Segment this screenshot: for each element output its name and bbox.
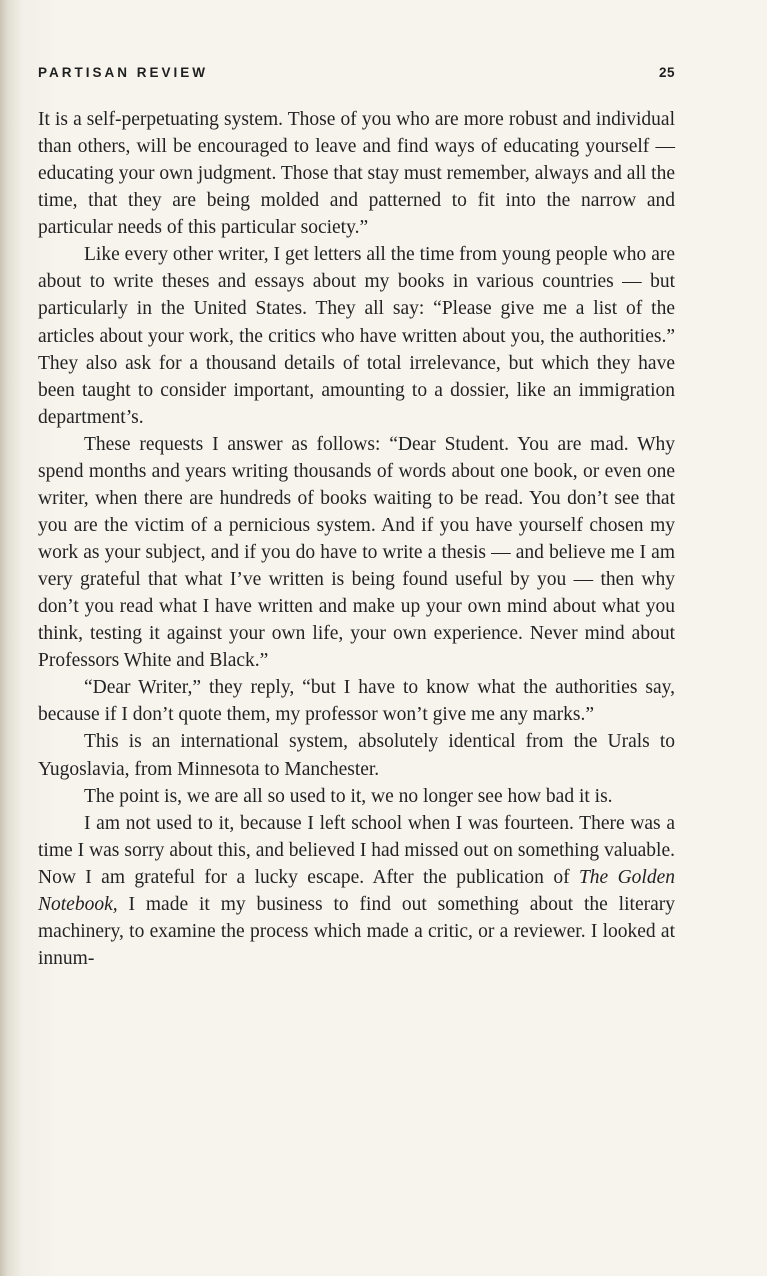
paragraph-1: It is a self-perpetuating system. Those of you who are more robust and individual than others, will be encouraged to leave and find ways of educating yourself — educating your own judgment. Those that stay must remember, always and all the time, that they are being molded and patterned to fit into the narrow and particular needs of this particular society.” — [38, 109, 675, 239]
paragraph-2: Like every other writer, I get letters all the time from young people who are about to write theses and essays about my books in various countries — but particularly in the United States. They all say: “Please give me a list of the articles about your work, the critics who have written about you, the authorities.” They also ask for a thousand details of total irrelevance, but which they have been taught to consider important, amounting to a dossier, like an immigration department’s. — [38, 244, 675, 428]
running-title: PARTISAN REVIEW — [38, 64, 209, 80]
paragraph-7 — [38, 810, 675, 972]
running-header — [38, 60, 675, 84]
paragraph-5: This is an international system, absolutely identical from the Urals to Yugoslavia, from Minnesota to Manchester. — [38, 731, 675, 780]
body-text — [38, 106, 675, 972]
paragraph-3: These requests I answer as follows: “Dear Student. You are mad. Why spend months and years writing thousands of words about one book, or even one writer, when there are hundreds of books waiting to be read. You don’t see that you are the victim of a pernicious system. And if you have yourself chosen my work as your subject, and if you do have to write a thesis — and believe me I am very grateful that what I’ve written is being found useful by you — then why don’t you read what I have written and make up your own mind about what you think, testing it against your own life, your own experience. Never mind about Professors White and Black.” — [38, 433, 675, 672]
paragraph-7-text-before: I am not used to it, because I left school when I was fourteen. There was a time I was sorry about this, and believed I had missed out on something valuable. Now I am grateful for a lucky escape. After the publication of — [38, 812, 675, 888]
paragraph-7-text-after: I made it my business to find out something about the literary machinery, to examine the process which made a critic, or a reviewer. I looked at innum- — [38, 893, 675, 969]
paragraph-4: “Dear Writer,” they reply, “but I have to know what the authorities say, because if I don’t quote them, my professor won’t give me any marks.” — [38, 677, 675, 726]
book-title: The Golden Notebook, — [38, 866, 675, 915]
paragraph-6: The point is, we are all so used to it, we no longer see how bad it is. — [84, 785, 613, 807]
page-number: 25 — [658, 64, 675, 80]
